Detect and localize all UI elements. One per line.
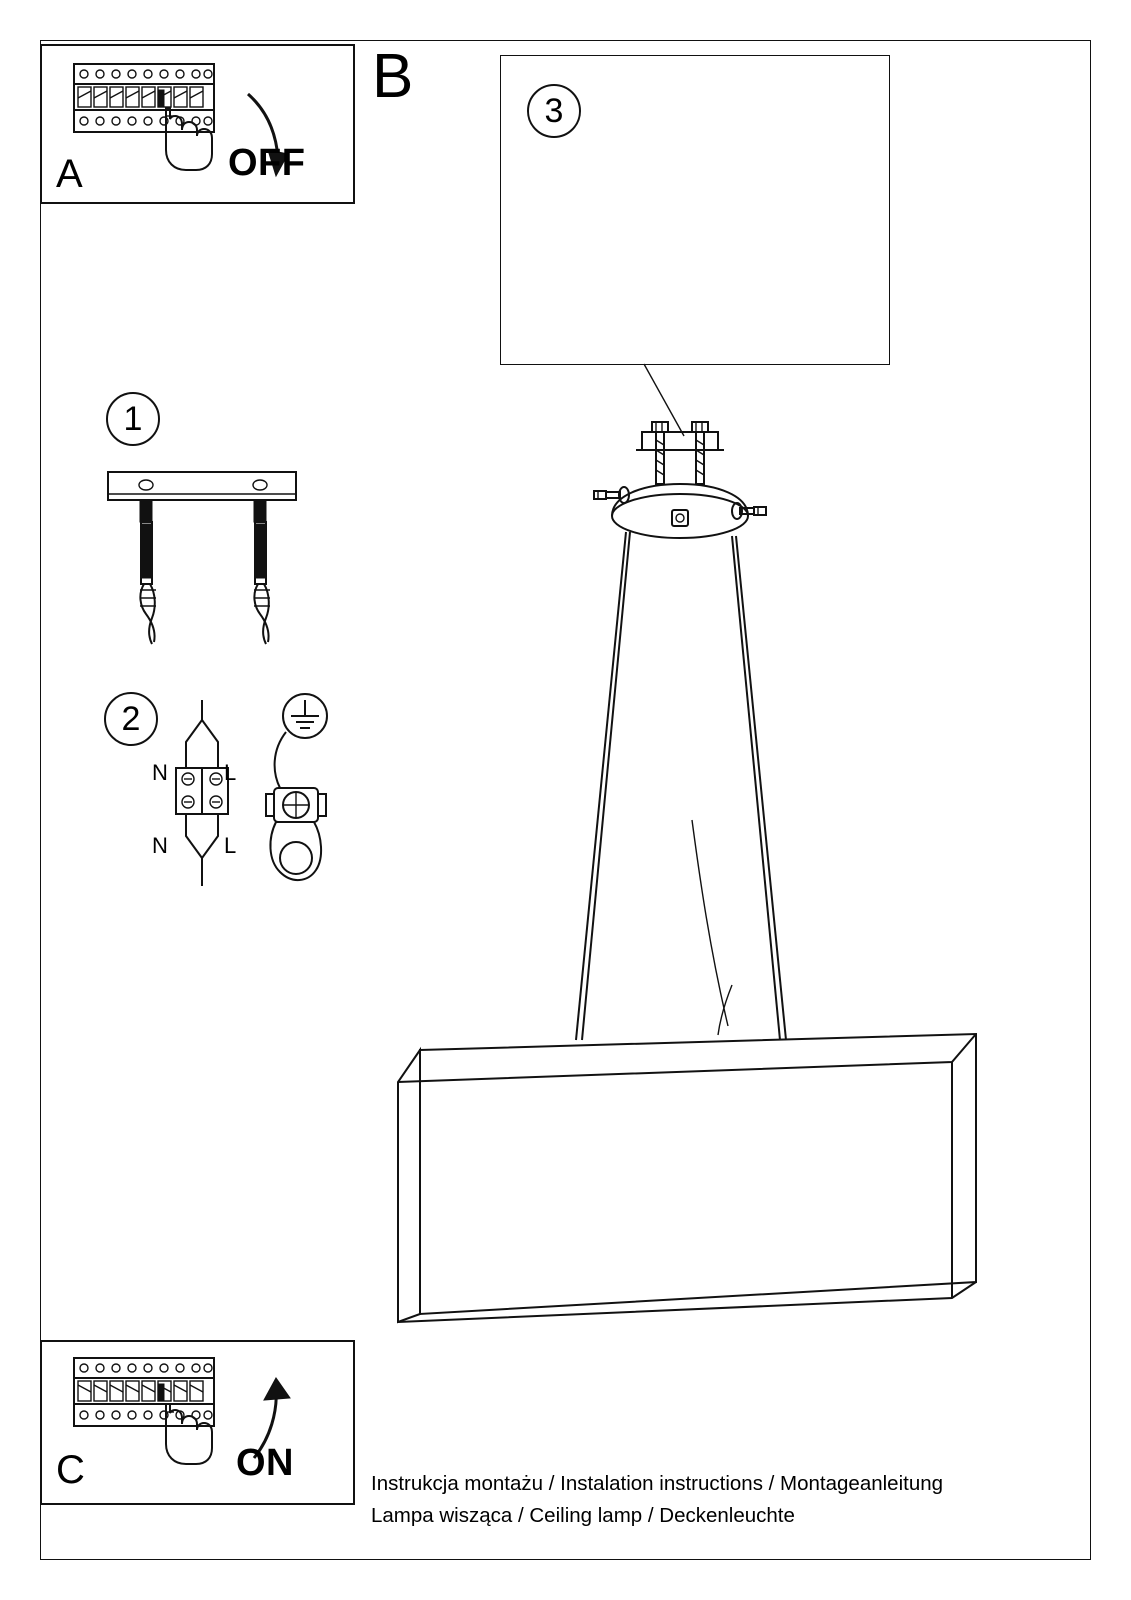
panel-a-action-label: OFF — [228, 142, 306, 184]
caption-line-2: Lampa wisząca / Ceiling lamp / Deckenleuchte — [371, 1503, 795, 1527]
terminal-label-n-bottom: N — [152, 833, 168, 858]
canopy-screw-left — [652, 422, 668, 484]
step-3-number: 3 — [544, 91, 564, 130]
terminal-label-l-bottom: L — [224, 833, 237, 858]
circuit-breaker-panel-icon — [74, 1358, 214, 1426]
panel-a — [40, 44, 355, 204]
panel-c — [40, 1340, 355, 1505]
earth-ground-icon — [283, 694, 327, 738]
panel-b — [500, 55, 890, 365]
canopy-side-screw-right — [732, 503, 766, 519]
canopy-side-screw-left — [594, 487, 629, 503]
hand-pointing-icon — [166, 108, 212, 170]
ceiling-canopy — [594, 422, 766, 538]
circuit-breaker-panel-icon — [74, 64, 214, 132]
lamp-holder — [266, 788, 326, 880]
caption-line-1: Instrukcja montażu / Instalation instructions / Montageanleitung — [371, 1472, 944, 1495]
step-2-graphic — [150, 690, 360, 930]
sheet-captions — [371, 1468, 943, 1532]
step-1-number: 1 — [123, 399, 143, 438]
panel-c-letter: C — [56, 1448, 85, 1492]
terminal-label-n-top: N — [152, 760, 168, 785]
panel-a-graphic — [42, 46, 353, 202]
step-2-number: 2 — [121, 699, 141, 738]
panel-b-letter: B — [372, 42, 414, 111]
rectangular-shade — [398, 1034, 976, 1322]
terminal-label-l-top: L — [224, 760, 237, 785]
product-illustration — [380, 410, 1000, 1330]
suspension-cables — [576, 532, 786, 1040]
panel-c-action-label: ON — [236, 1442, 294, 1484]
step-1-badge — [106, 392, 160, 446]
step-3-badge — [527, 84, 581, 138]
canopy-screw-right — [692, 422, 708, 484]
panel-c-graphic — [42, 1342, 353, 1503]
panel-a-letter: A — [56, 152, 83, 196]
wall-plug-left — [140, 500, 156, 644]
step-1-graphic — [100, 464, 360, 654]
wall-plug-right — [254, 500, 270, 644]
